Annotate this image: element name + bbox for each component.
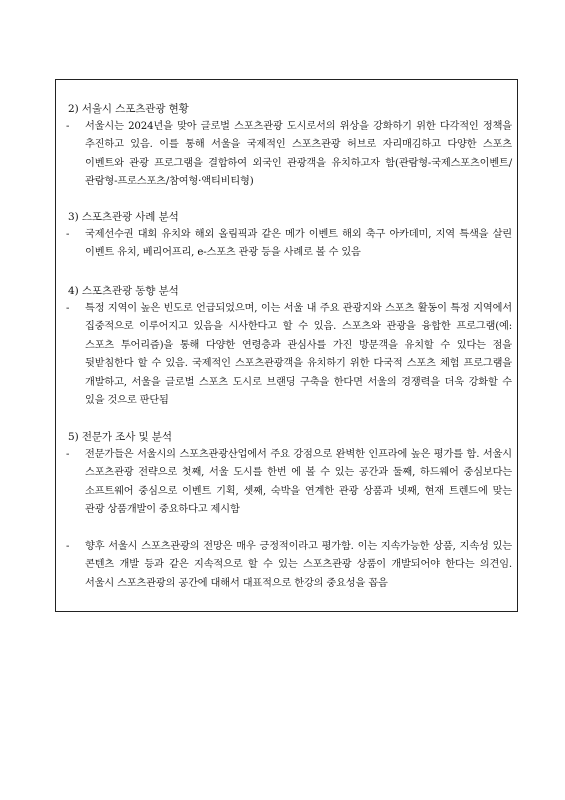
section-heading-2: 2) 서울시 스포츠관광 현황	[68, 103, 189, 115]
bullet-dash: -	[66, 541, 70, 552]
bullet-dash: -	[66, 449, 70, 460]
bullet-dash: -	[66, 121, 70, 132]
bullet-dash: -	[66, 229, 70, 240]
section-3-paragraph	[66, 226, 512, 263]
section-heading-5: 5) 전문가 조사 및 분석	[68, 431, 172, 443]
section-5-paragraph-2	[66, 538, 512, 593]
section-3-text: 국제선수권 대회 유치와 해외 올림픽과 같은 메가 이벤트 해외 축구 아카데미, 지역 특색을 살린 이벤트 유치, 베리어프리, e-스포츠 관광 등을 사례로 볼 수 있음	[85, 229, 512, 259]
section-heading-3: 3) 스포츠관광 사례 분석	[68, 211, 179, 223]
section-5-text-1: 전문가들은 서울시의 스포츠관광산업에서 주요 강점으로 완벽한 인프라에 높은 평가를 함. 서울시 스포츠관광 전략으로 첫째, 서울 도시를 한번 에 볼 수 있는 공간과 둘째, 하드웨어 중심보다는 소프트웨어 중심으로 이벤트 기획, 셋째, 숙박을 연계한 관광 상품과 넷째, 현재 트렌드에 맞는 관광 상품개발이 중요하다고 제시함	[85, 449, 512, 516]
bullet-dash: -	[66, 303, 70, 314]
section-2-text: 서울시는 2024년을 맞아 글로벌 스포츠관광 도시로서의 위상을 강화하기 위한 다각적인 정책을 추진하고 있음. 이를 통해 서울을 국제적인 스포츠관광 허브로 자리매김하고 다양한 스포츠 이벤트와 관광 프로그램을 결합하여 외국인 관광객을 유치하고자 함(관람형-국제스포츠이벤트/관람형-프로스포츠/참여형·액티비티형)	[85, 121, 512, 188]
section-2-paragraph	[66, 118, 512, 192]
section-4-text: 특정 지역이 높은 빈도로 언급되었으며, 이는 서울 내 주요 관광지와 스포츠 활동이 특정 지역에서 집중적으로 이루어지고 있음을 시사한다고 할 수 있음. 스포츠와 관광을 융합한 프로그램(예: 스포츠 투어리즘)을 통해 다양한 연령층과 관심사를 가진 방문객을 유치할 수 있다는 점을 뒷받침한다 할 수 있음. 국제적인 스포츠관광객을 유치하기 위한 다국적 스포츠 체험 프로그램을 개발하고, 서울을 글로벌 스포츠 도시로 브랜딩 구축을 한다면 서울의 경쟁력을 더욱 강화할 수 있을 것으로 판단됨	[85, 303, 512, 407]
section-heading-4: 4) 스포츠관광 동향 분석	[68, 285, 179, 297]
section-5-text-2: 향후 서울시 스포츠관광의 전망은 매우 긍정적이라고 평가함. 이는 지속가능한 상품, 지속성 있는 콘텐츠 개발 등과 같은 지속적으로 할 수 있는 스포츠관광 상품이 개발되어야 한다는 의견임. 서울시 스포츠관광의 공간에 대해서 대표적으로 한강의 중요성을 꼽음	[85, 541, 512, 589]
section-4-paragraph	[66, 300, 512, 410]
section-5-paragraph-1	[66, 446, 512, 520]
